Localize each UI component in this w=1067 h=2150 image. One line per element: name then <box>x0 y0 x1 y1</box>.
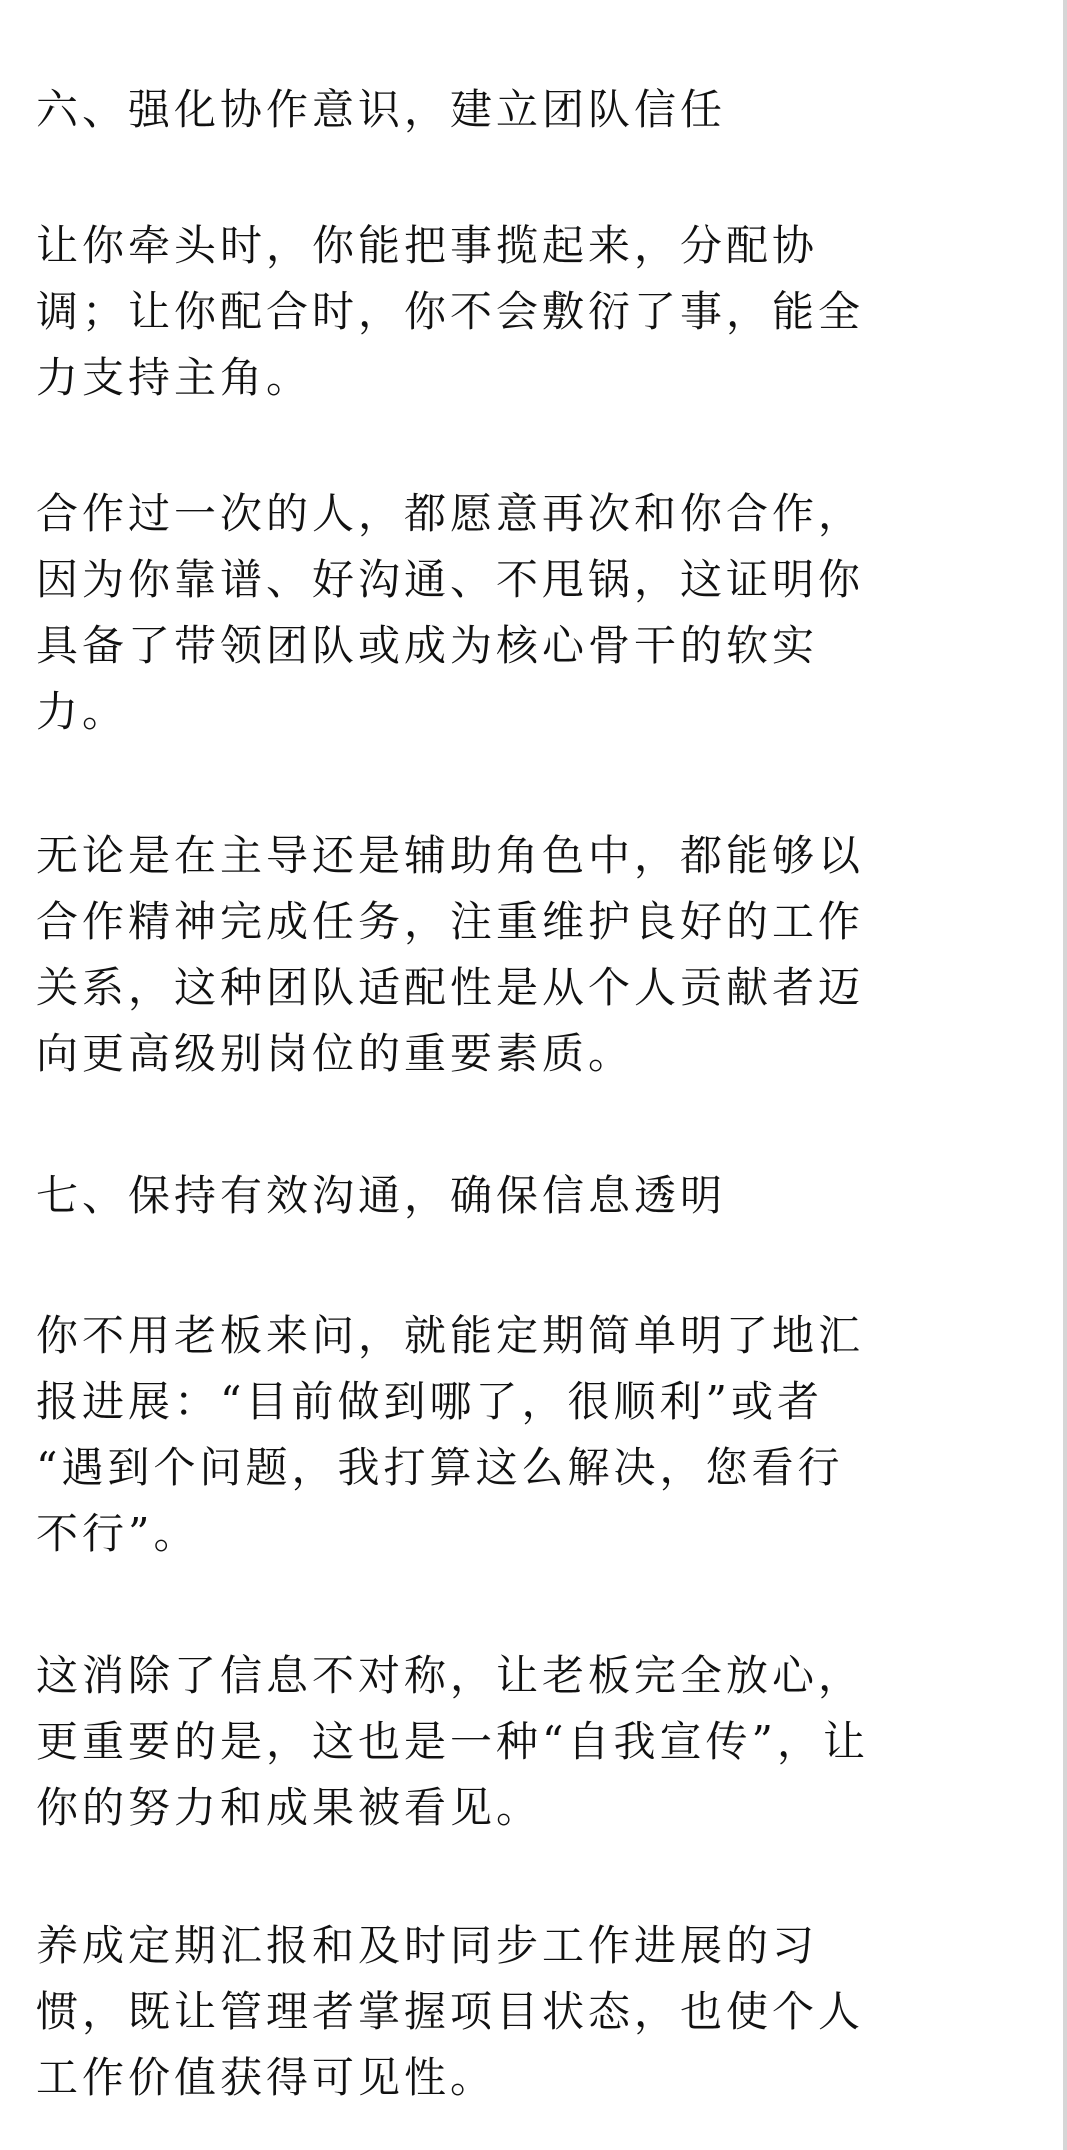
paragraph-line: 关系，这种团队适配性是从个人贡献者迈 <box>36 963 865 1012</box>
paragraph-line: 不行”。 <box>36 1509 200 1558</box>
paragraph-line: 养成定期汇报和及时同步工作进展的习 <box>36 1921 819 1970</box>
scrollbar-track[interactable] <box>1063 0 1067 2150</box>
section-heading-7: 七、保持有效沟通，确保信息透明 <box>36 1171 727 1220</box>
paragraph-line: 惯，既让管理者掌握项目状态，也使个人 <box>36 1987 865 2036</box>
paragraph-line: 你不用老板来问，就能定期简单明了地汇 <box>36 1311 865 1360</box>
paragraph-line: 合作精神完成任务，注重维护良好的工作 <box>36 897 865 946</box>
paragraph-line: 报进展：“目前做到哪了，很顺利”或者 <box>36 1377 823 1426</box>
paragraph-line: 向更高级别岗位的重要素质。 <box>36 1029 635 1078</box>
paragraph-line: 让你牵头时，你能把事揽起来，分配协 <box>36 221 819 270</box>
paragraph-line: 无论是在主导还是辅助角色中，都能够以 <box>36 831 865 880</box>
paragraph-line: “遇到个问题，我打算这么解决，您看行 <box>36 1443 844 1492</box>
paragraph-line: 力支持主角。 <box>36 353 313 402</box>
paragraph-line: 力。 <box>36 687 129 736</box>
paragraph-line: 因为你靠谱、好沟通、不甩锅，这证明你 <box>36 555 865 604</box>
paragraph-line: 更重要的是，这也是一种“自我宣传”，让 <box>36 1717 869 1766</box>
section-heading-6: 六、强化协作意识，建立团队信任 <box>36 85 727 134</box>
paragraph-line: 合作过一次的人，都愿意再次和你合作， <box>36 489 865 538</box>
paragraph-line: 这消除了信息不对称，让老板完全放心， <box>36 1651 865 1700</box>
paragraph-line: 具备了带领团队或成为核心骨干的软实 <box>36 621 819 670</box>
paragraph-line: 你的努力和成果被看见。 <box>36 1783 543 1832</box>
paragraph-line: 工作价值获得可见性。 <box>36 2053 497 2102</box>
paragraph-line: 调；让你配合时，你不会敷衍了事，能全 <box>36 287 865 336</box>
